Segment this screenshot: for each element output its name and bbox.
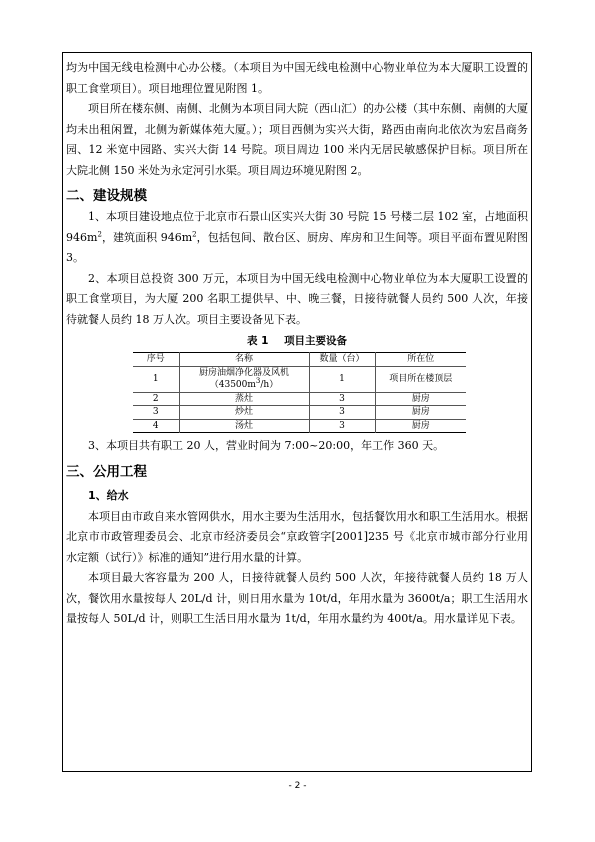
paragraph-scale-3: 3、本项目共有职工 20 人，营业时间为 7:00~20:00，年工作 360 天。 [88, 439, 445, 452]
cell-name-line1: 厨房油烟净化器及风机 [198, 367, 289, 378]
table-row [133, 419, 466, 433]
table-caption-number: 表 1 [246, 335, 269, 347]
paragraph-intro-continued: 均为中国无线电检测中心办公楼。（本项目为中国无线电检测中心物业单位为本大厦职工设置的职工食堂项目）。项目地理位置见附图 1。 [66, 61, 528, 95]
table-header-row [133, 353, 466, 367]
paragraph-water-2: 本项目最大客容量为 200 人，日接待就餐人员约 500 人次，年接待就餐人员约 18 万人次，餐饮用水量按每人 20L/d 计，则日用水量为 10t/d，年用水量为 3600t/a；职工生活用水量按每人 50L/d 计，则职工生活日用水量为 1t/d，年用水量约为 400t/a。用水量详见下表。 [66, 571, 528, 625]
scale-1-text-a: 1、本项目建设地点位于北京市石景山区实兴大街 30 号院 15 号楼二层 102 室，占地面积 946m [66, 210, 528, 244]
cell-location: 厨房 [375, 406, 466, 420]
cell-location: 厨房 [375, 392, 466, 406]
header-location: 所在位 [375, 353, 466, 367]
cell-name: 炒灶 [179, 406, 309, 420]
cell-no: 4 [133, 419, 179, 433]
cell-quantity: 1 [309, 366, 375, 392]
cell-no: 3 [133, 406, 179, 420]
document-body [66, 58, 528, 630]
cell-location: 项目所在楼顶层 [375, 366, 466, 392]
superscript: 2 [192, 229, 197, 238]
page-number: - 2 - [288, 781, 307, 791]
cell-name-line2 [182, 379, 307, 392]
cell-no: 2 [133, 392, 179, 406]
paragraph-scale-1 [66, 207, 528, 269]
table-caption [66, 332, 528, 350]
table-row [133, 366, 466, 392]
superscript: 2 [97, 229, 102, 238]
section-heading-construction-scale: 二、建设规模 [66, 188, 147, 204]
header-no: 序号 [133, 353, 179, 367]
cell-quantity: 3 [309, 392, 375, 406]
scale-1-text-b: ，建筑面积 946m [101, 230, 193, 244]
paragraph-scale-2: 2、本项目总投资 300 万元，本项目为中国无线电检测中心物业单位为本大厦职工设置的职工食堂项目，为大厦 200 名职工提供早、中、晚三餐，日接待就餐人员约 500 人次，年接待就餐人员约 18 万人次。项目主要设备见下表。 [66, 271, 528, 326]
header-quantity: 数量（台） [309, 353, 375, 367]
header-name: 名称 [179, 353, 309, 367]
flow-rate-unit: /h） [260, 380, 279, 390]
table-caption-title: 项目主要设备 [284, 335, 348, 347]
paragraph-surroundings: 项目所在楼东侧、南侧、北侧为本项目同大院（西山汇）的办公楼（其中东侧、南侧的大厦均未出租闲置，北侧为新媒体苑大厦。）；项目西侧为实兴大街，路西由南向北依次为宏昌商务园、12 米宽中园路、实兴大街 14 号院。项目周边 100 米内无居民敏感保护目标。项目所在大院北侧 150 米处为永定河引水渠。项目周边环境见附图 2。 [66, 102, 528, 177]
cell-name [179, 366, 309, 392]
cell-location: 厨房 [375, 419, 466, 433]
scale-1-text-c: ，包括包间、散台区、厨房、库房和卫生间等。项目平面布置见附图 3。 [66, 230, 528, 264]
cell-quantity: 3 [309, 406, 375, 420]
table-row [133, 406, 466, 420]
table-row [133, 392, 466, 406]
section-heading-utilities: 三、公用工程 [66, 463, 147, 480]
flow-rate-text: （43500m [209, 380, 256, 390]
cell-name: 汤灶 [179, 419, 309, 433]
equipment-table [133, 352, 466, 433]
cell-name: 蒸灶 [179, 392, 309, 406]
cell-no: 1 [133, 366, 179, 392]
superscript: 3 [255, 377, 261, 385]
cell-quantity: 3 [309, 419, 375, 433]
subsection-heading-water-supply: 1、给水 [88, 488, 129, 502]
paragraph-water-1: 本项目由市政自来水管网供水，用水主要为生活用水，包括餐饮用水和职工生活用水。根据北京市市政管理委员会、北京市经济委员会“京政管字[2001]235 号《北京市城市部分行业用水定额（试行）》标准的通知”进行用水量的计算。 [66, 509, 528, 564]
